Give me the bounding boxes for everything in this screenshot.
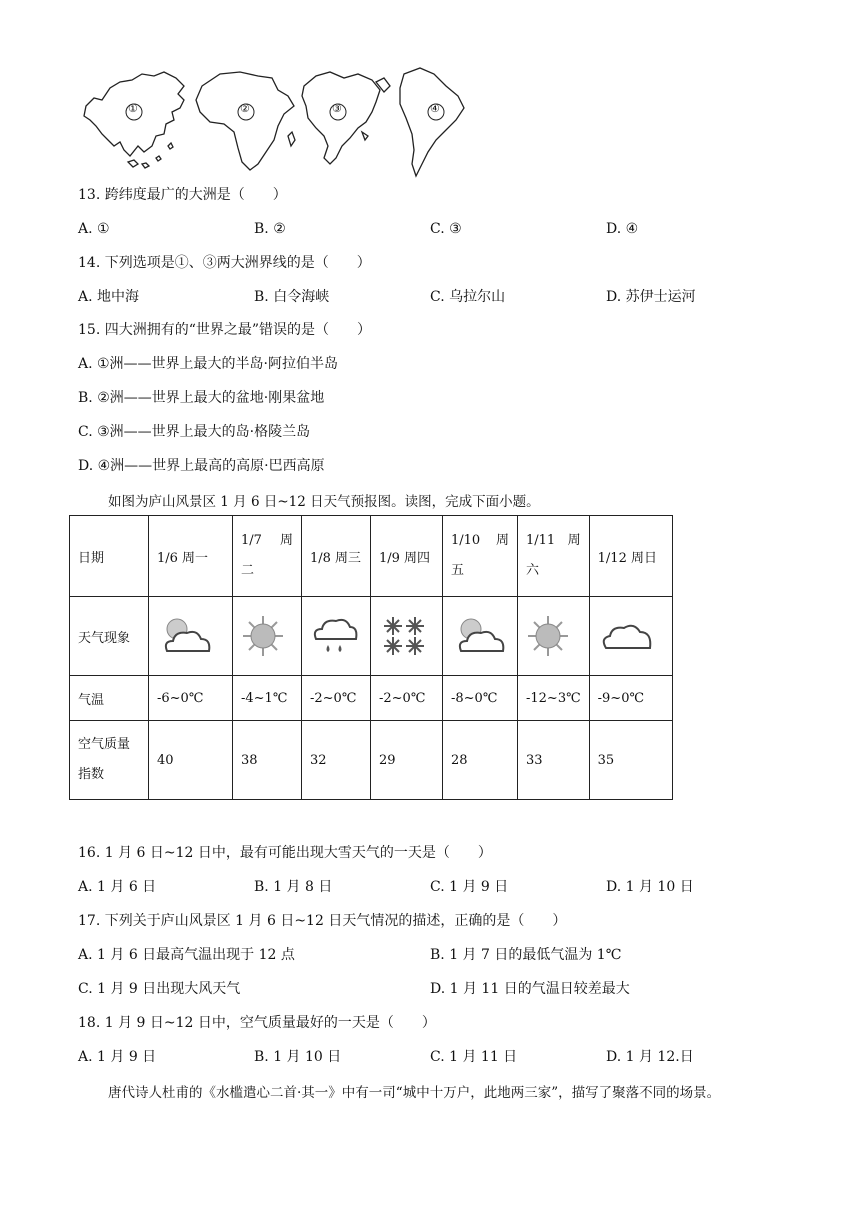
- date-cell: 1/8 周三: [302, 516, 371, 597]
- temp-cell: -6~0℃: [149, 676, 233, 721]
- q15-option-b: B. ②洲——世界上最大的盆地·刚果盆地: [78, 390, 325, 406]
- cloudy-sun-icon: [451, 613, 509, 659]
- aqi-cell: 29: [371, 721, 443, 800]
- aqi-cell: 40: [149, 721, 233, 800]
- date-cell: 1/12 周日: [589, 516, 672, 597]
- map-label-4: ④: [430, 102, 440, 115]
- map-label-2: ②: [240, 102, 250, 115]
- weather-intro: 如图为庐山风景区 1 月 6 日~12 日天气预报图。读图，完成下面小题。: [108, 494, 540, 510]
- q17-option-b: B. 1 月 7 日的最低气温为 1℃: [430, 947, 622, 963]
- date-cell: 1/11 周 六: [518, 516, 590, 597]
- temp-cell: -12~3℃: [518, 676, 590, 721]
- temp-cell: -2~0℃: [371, 676, 443, 721]
- q13-option-a: A. ①: [78, 221, 110, 237]
- question-18-stem: 18. 1 月 9 日~12 日中，空气质量最好的一天是（ ）: [78, 1015, 436, 1031]
- snow-icon: [379, 613, 429, 659]
- q17-option-c: C. 1 月 9 日出现大风天气: [78, 981, 241, 997]
- cloudy-sun-icon: [157, 613, 215, 659]
- q15-option-c: C. ③洲——世界上最大的岛·格陵兰岛: [78, 424, 311, 440]
- row-label-aqi: 空气质量 指数: [70, 721, 149, 800]
- weather-cell: [371, 597, 443, 676]
- weather-cell: [518, 597, 590, 676]
- table-row-temperature: [70, 676, 673, 721]
- q18-option-c: C. 1 月 11 日: [430, 1049, 518, 1065]
- q15-option-d: D. ④洲——世界上最高的高原·巴西高原: [78, 458, 325, 474]
- q18-option-b: B. 1 月 10 日: [254, 1049, 342, 1065]
- q17-option-d: D. 1 月 11 日的气温日较差最大: [430, 981, 630, 997]
- aqi-cell: 33: [518, 721, 590, 800]
- q14-option-a: A. 地中海: [78, 289, 140, 305]
- row-label-weather: 天气现象: [70, 597, 149, 676]
- weather-cell: [302, 597, 371, 676]
- cloud-icon: [598, 616, 656, 656]
- question-17-stem: 17. 下列关于庐山风景区 1 月 6 日~12 日天气情况的描述，正确的是（ ）: [78, 913, 567, 929]
- aqi-cell: 32: [302, 721, 371, 800]
- map-label-1: ①: [128, 102, 138, 115]
- weather-cell: [443, 597, 518, 676]
- date-cell: 1/6 周一: [149, 516, 233, 597]
- closing-passage: 唐代诗人杜甫的《水槛遣心二首·其一》中有一司“城中十万户，此地两三家”，描写了聚落不同的场景。: [108, 1085, 721, 1101]
- q14-option-c: C. 乌拉尔山: [430, 289, 506, 305]
- q15-option-a: A. ①洲——世界上最大的半岛·阿拉伯半岛: [78, 356, 339, 372]
- q13-option-b: B. ②: [254, 221, 286, 237]
- question-16-stem: 16. 1 月 6 日~12 日中，最有可能出现大雪天气的一天是（ ）: [78, 845, 492, 861]
- q14-option-b: B. 白令海峡: [254, 289, 330, 305]
- question-15-stem: 15. 四大洲拥有的“世界之最”错误的是（ ）: [78, 322, 372, 338]
- q16-option-c: C. 1 月 9 日: [430, 879, 509, 895]
- temp-cell: -9~0℃: [589, 676, 672, 721]
- date-cell: 1/7 周 二: [233, 516, 302, 597]
- table-row-date: [70, 516, 673, 597]
- temp-cell: -2~0℃: [302, 676, 371, 721]
- q17-option-a: A. 1 月 6 日最高气温出现于 12 点: [78, 947, 295, 963]
- q16-option-d: D. 1 月 10 日: [606, 879, 694, 895]
- q16-option-b: B. 1 月 8 日: [254, 879, 333, 895]
- weather-cell: [233, 597, 302, 676]
- sunny-icon: [526, 614, 570, 658]
- continent-outline-drawing: [80, 66, 470, 178]
- question-14-stem: 14. 下列选项是①、③两大洲界线的是（ ）: [78, 255, 371, 271]
- temp-cell: -8~0℃: [443, 676, 518, 721]
- table-row-aqi: [70, 721, 673, 800]
- aqi-cell: 38: [233, 721, 302, 800]
- weather-cell: [589, 597, 672, 676]
- sunny-icon: [241, 614, 285, 658]
- rain-icon: [310, 613, 360, 659]
- row-label-date: 日期: [70, 516, 149, 597]
- aqi-cell: 28: [443, 721, 518, 800]
- map-label-3: ③: [332, 102, 342, 115]
- temp-cell: -4~1℃: [233, 676, 302, 721]
- weather-cell: [149, 597, 233, 676]
- q13-option-d: D. ④: [606, 221, 639, 237]
- date-cell: 1/10 周 五: [443, 516, 518, 597]
- date-cell: 1/9 周四: [371, 516, 443, 597]
- aqi-cell: 35: [589, 721, 672, 800]
- question-13-stem: 13. 跨纬度最广的大洲是（ ）: [78, 187, 287, 203]
- q18-option-d: D. 1 月 12.日: [606, 1049, 694, 1065]
- row-label-temperature: 气温: [70, 676, 149, 721]
- q16-option-a: A. 1 月 6 日: [78, 879, 157, 895]
- continent-maps: [80, 66, 470, 178]
- q18-option-a: A. 1 月 9 日: [78, 1049, 157, 1065]
- weather-forecast-table: [69, 515, 673, 800]
- q13-option-c: C. ③: [430, 221, 462, 237]
- q14-option-d: D. 苏伊士运河: [606, 289, 696, 305]
- table-row-weather: [70, 597, 673, 676]
